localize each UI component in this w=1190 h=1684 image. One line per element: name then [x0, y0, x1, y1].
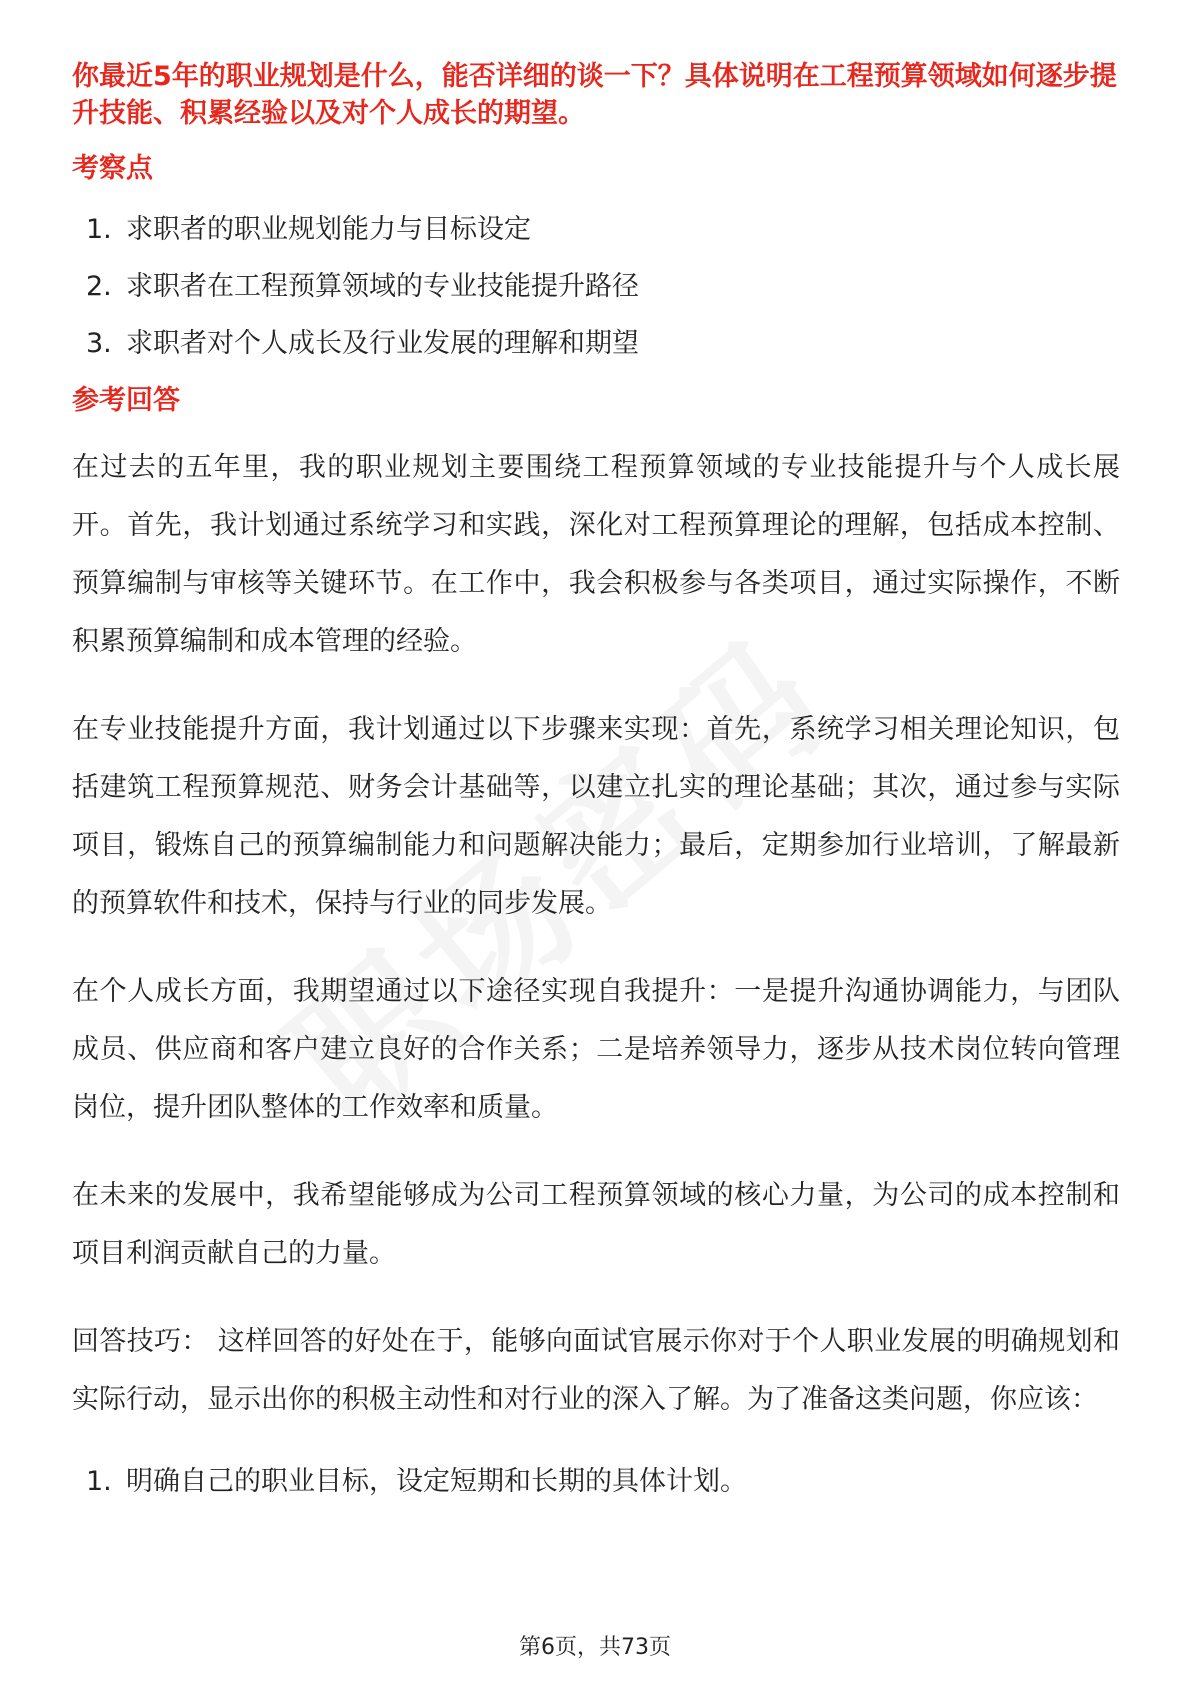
- section-title-cankao: 参考回答: [72, 385, 180, 416]
- list-item: 3. 求职者对个人成长及行业发展的理解和期望: [86, 328, 639, 359]
- answer-paragraph: 在过去的五年里，我的职业规划主要围绕工程预算领域的专业技能提升与个人成长展开。首先，我计划通过系统学习和实践，深化对工程预算理论的理解，包括成本控制、预算编制与审核等关键环节。在工作中，我会积极参与各类项目，通过实际操作，不断积累预算编制和成本管理的经验。: [72, 452, 1120, 657]
- tips-list: [72, 1463, 1120, 1500]
- kaocha-list: [72, 211, 1120, 362]
- page-content: [72, 58, 1120, 1500]
- answer-paragraph: 在个人成长方面，我期望通过以下途径实现自我提升：一是提升沟通协调能力，与团队成员、供应商和客户建立良好的合作关系；二是培养领导力，逐步从技术岗位转向管理岗位，提升团队整体的工作效率和质量。: [72, 976, 1120, 1123]
- section-title-kaocha: 考察点: [72, 153, 153, 184]
- page-footer: 第6页，共73页: [519, 1635, 671, 1660]
- list-item: 1. 求职者的职业规划能力与目标设定: [86, 214, 531, 245]
- answer-paragraph: 在专业技能提升方面，我计划通过以下步骤来实现：首先，系统学习相关理论知识，包括建筑工程预算规范、财务会计基础等，以建立扎实的理论基础；其次，通过参与实际项目，锻炼自己的预算编制能力和问题解决能力；最后，定期参加行业培训，了解最新的预算软件和技术，保持与行业的同步发展。: [72, 714, 1120, 919]
- list-item: 1. 明确自己的职业目标，设定短期和长期的具体计划。: [86, 1466, 747, 1497]
- tips-paragraph: 回答技巧： 这样回答的好处在于，能够向面试官展示你对于个人职业发展的明确规划和实际行动，显示出你的积极主动性和对行业的深入了解。为了准备这类问题，你应该：: [72, 1326, 1120, 1415]
- list-item: 2. 求职者在工程预算领域的专业技能提升路径: [86, 271, 639, 302]
- answer-paragraph: 在未来的发展中，我希望能够成为公司工程预算领域的核心力量，为公司的成本控制和项目利润贡献自己的力量。: [72, 1180, 1120, 1269]
- question-heading: 你最近5年的职业规划是什么，能否详细的谈一下？具体说明在工程预算领域如何逐步提升技能、积累经验以及对个人成长的期望。: [72, 61, 1117, 129]
